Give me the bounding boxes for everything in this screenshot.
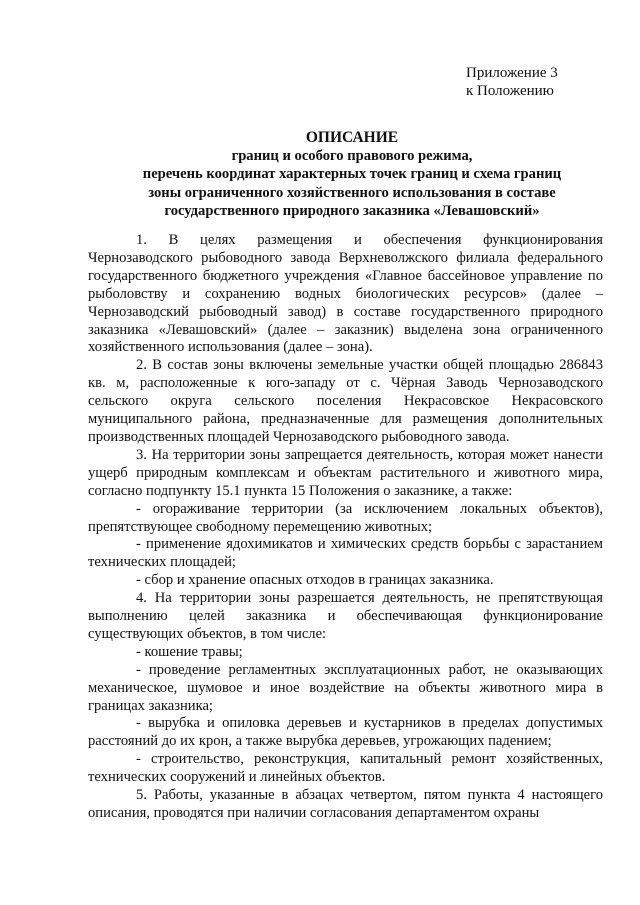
permitted-item-maintenance: - проведение регламентных эксплуатационных работ, не оказывающих механическое, шумовое и иное воздействие на объекты животного мира в границах заказника; (88, 661, 603, 714)
paragraph-3: 3. На территории зоны запрещается деятельность, которая может нанести ущерб природным комплексам и объектам растительного и животного мира, согласно подпункту 15.1 пункта 15 Положения о заказнике, а также: (88, 446, 603, 499)
prohibition-item-chemicals: - применение ядохимикатов и химических средств борьбы с зарастанием технических площадей; (88, 536, 603, 571)
heading-line-4: государственного природного заказника «Левашовский» (164, 202, 540, 219)
permitted-item-mowing: - кошение травы; (136, 643, 243, 660)
heading-line-1: границ и особого правового режима, (231, 148, 473, 165)
prohibition-item-fencing: - огораживание территории (за исключением локальных объектов), препятствующее свободному перемещению животных; (88, 500, 603, 535)
paragraph-4: 4. На территории зоны разрешается деятельность, не препятствующая выполнению целей заказника и обеспечивающая функционирование существующих объектов, в том числе: (88, 590, 603, 642)
document-heading (88, 129, 616, 220)
heading-line-3: зоны ограниченного хозяйственного использования в составе (148, 184, 556, 201)
appendix-number: Приложение 3 (466, 65, 558, 81)
permitted-item-construction: - строительство, реконструкция, капитальный ремонт хозяйственных, технических сооружений и линейных объектов. (88, 751, 603, 786)
paragraph-1: 1. В целях размещения и обеспечения функционирования Чернозаводского рыбоводного завода Верхневолжского филиала федерального государственного бюджетного учреждения «Главное бассейновое управление по рыболовству и сохранению водных биологических ресурсов» (далее – Чернозаводский рыбоводный завод) в составе государственного природного заказника «Левашовский» (далее – заказник) выделена зона ограниченного хозяйственного использования (далее – зона). (88, 232, 603, 356)
appendix-reference (466, 64, 558, 100)
paragraph-5: 5. Работы, указанные в абзацах четвертом, пятом пункта 4 настоящего описания, проводятся при наличии согласования департаментом охраны (88, 787, 603, 821)
permitted-item-tree-cutting: - вырубка и опиловка деревьев и кустарников в пределах допустимых расстояний до их крон, а также вырубка деревьев, угрожающих падением; (88, 715, 603, 750)
heading-line-2: перечень координат характерных точек границ и схема границ (142, 166, 562, 183)
document-body (88, 232, 603, 823)
heading-title: ОПИСАНИЕ (305, 129, 399, 146)
appendix-target: к Положению (466, 83, 554, 99)
paragraph-2: 2. В состав зоны включены земельные участки общей площадью 286843 кв. м, расположенные к юго-западу от с. Чёрная Заводь Чернозаводского сельского округа сельского поселения Некрасовское Некрасовского муниципального района, предназначенные для размещения дополнительных производственных площадей Чернозаводского рыбоводного завода. (88, 357, 603, 445)
prohibition-item-waste: - сбор и хранение опасных отходов в границах заказника. (136, 572, 494, 589)
